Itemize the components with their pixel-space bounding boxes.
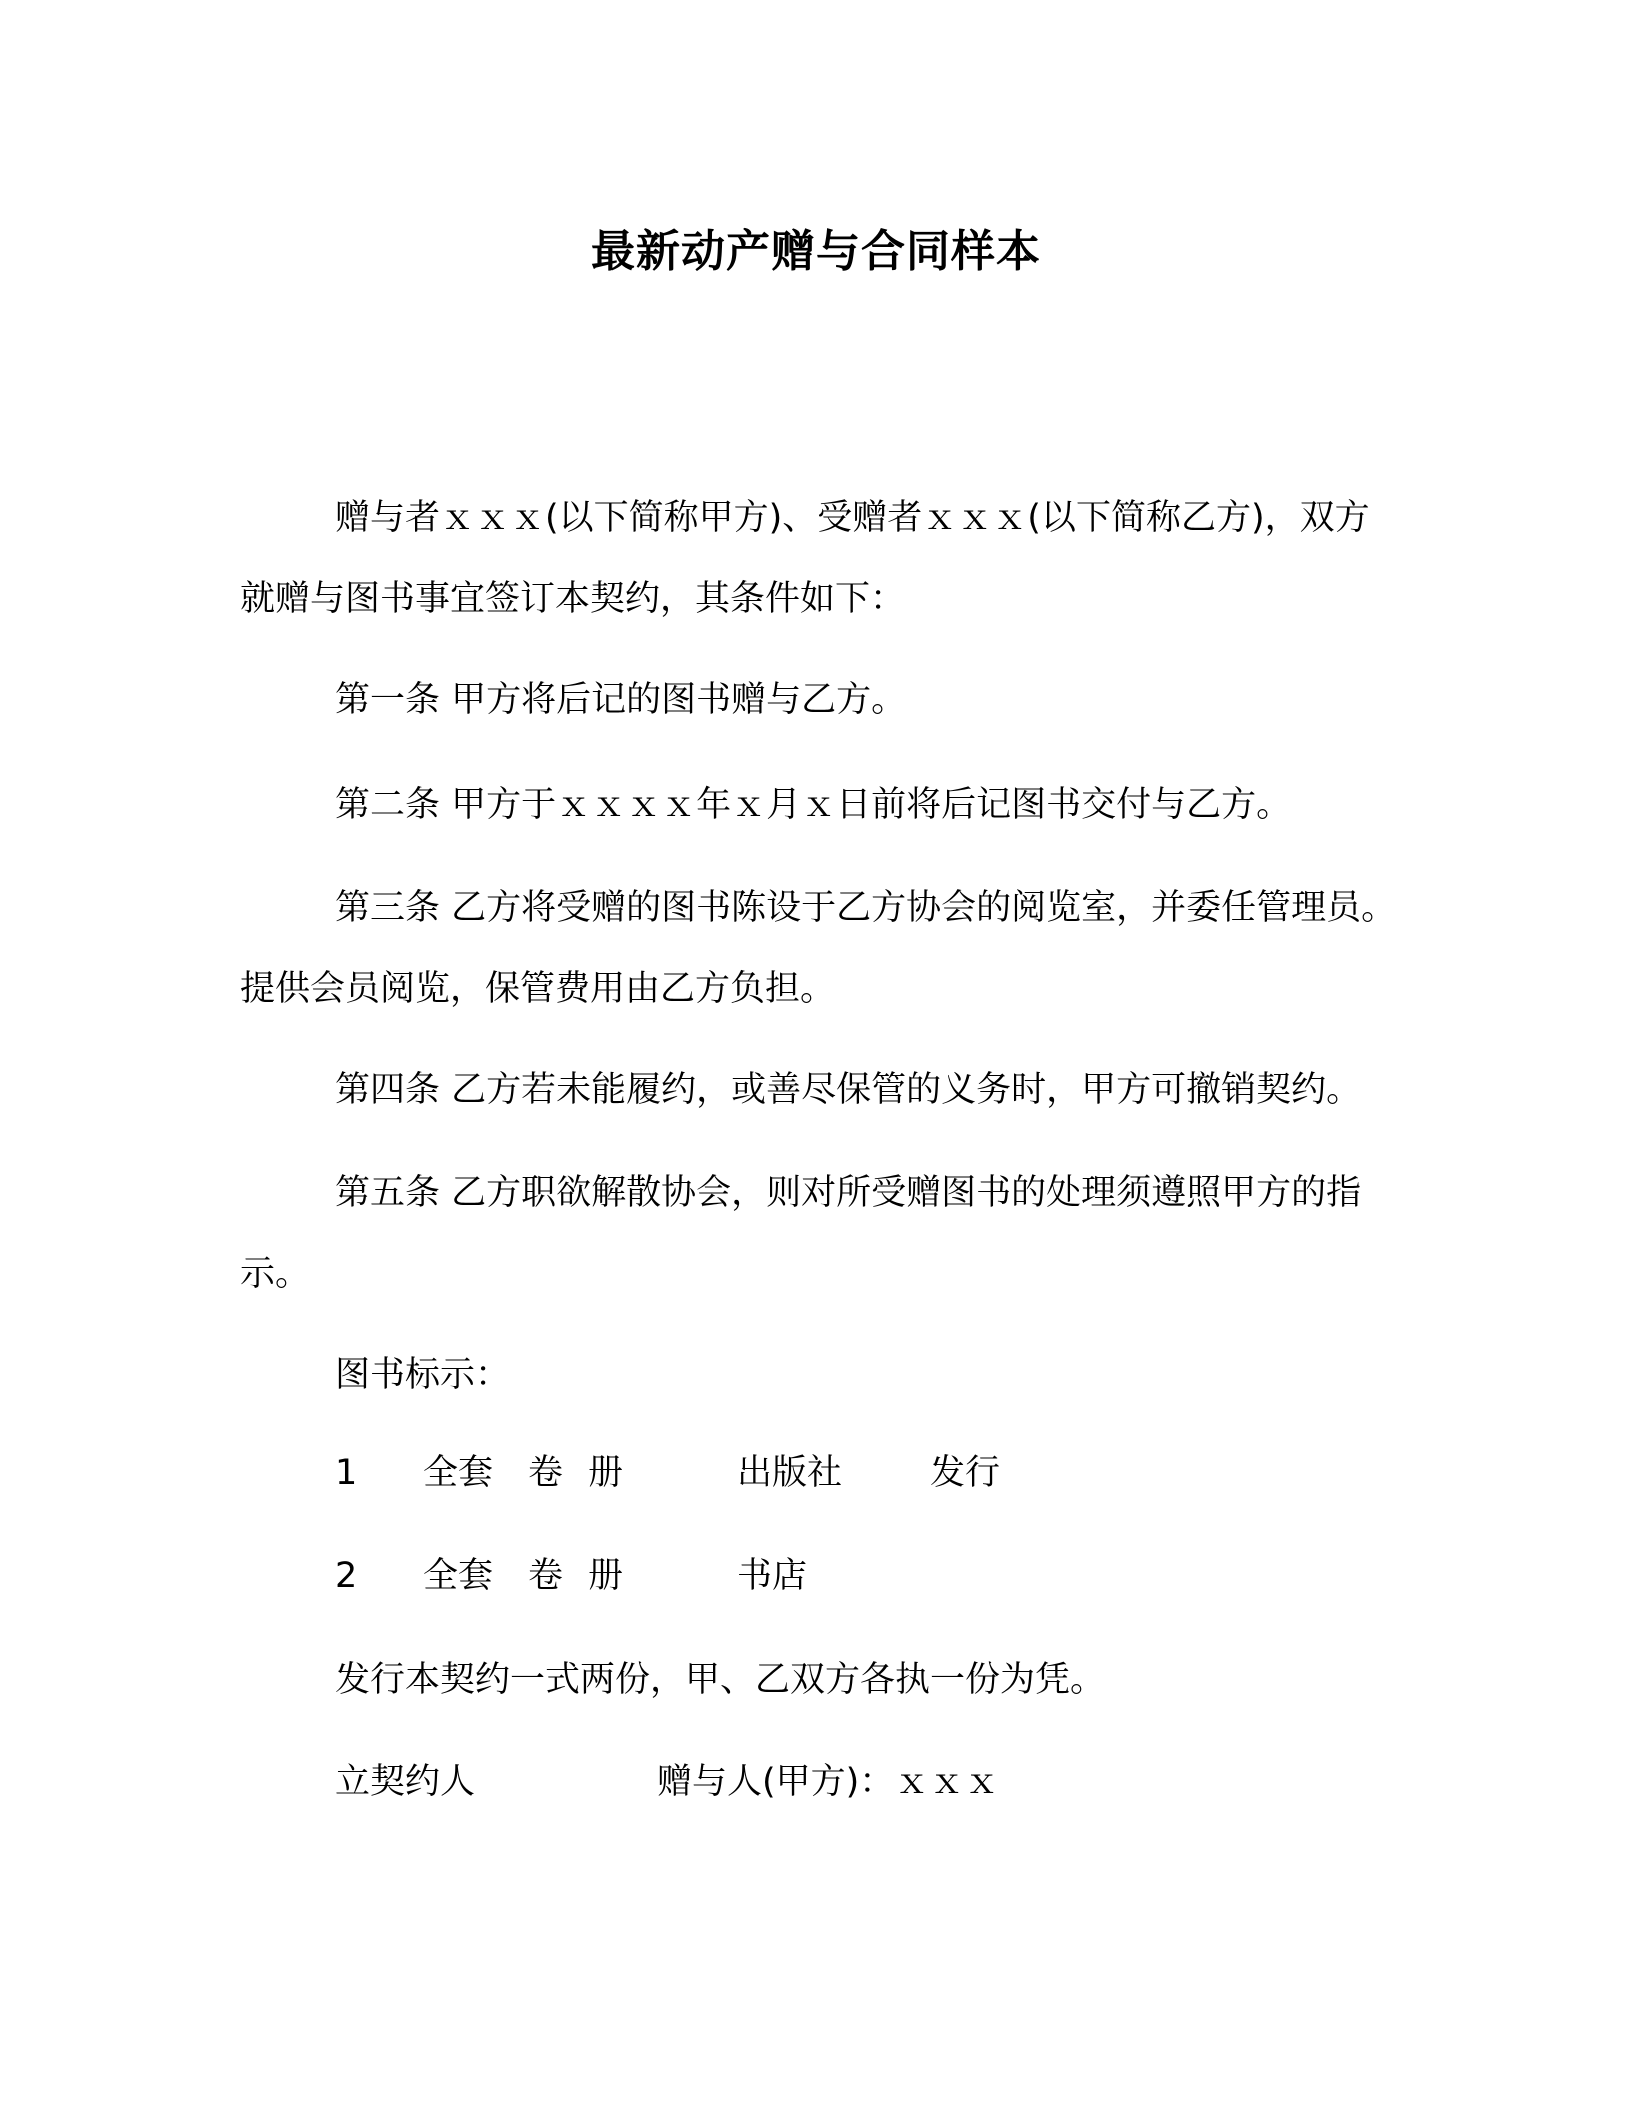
book-number: 2 bbox=[335, 1556, 358, 1596]
paragraph-article-2: 第二条 甲方于ｘｘｘｘ年ｘ月ｘ日前将后记图书交付与乙方。 bbox=[335, 785, 1292, 825]
document-title: 最新动产赠与合同样本 bbox=[591, 226, 1041, 277]
book-set: 全套 bbox=[423, 1556, 494, 1596]
book-number: 1 bbox=[335, 1453, 358, 1493]
book-count: 册 bbox=[588, 1453, 624, 1493]
paragraph-intro: 赠与者ｘｘｘ(以下简称甲方)、受赠者ｘｘｘ(以下简称乙方)，双方就赠与图书事宜签订本契约，其条件如下： bbox=[240, 498, 1370, 619]
paragraph-article-1: 第一条 甲方将后记的图书赠与乙方。 bbox=[335, 680, 907, 720]
book-count: 册 bbox=[588, 1556, 624, 1596]
paragraph-books-heading: 图书标示： bbox=[335, 1355, 511, 1395]
book-type: 发行 bbox=[930, 1453, 1001, 1493]
signature-label: 立契约人 bbox=[335, 1762, 476, 1802]
paragraph-closing: 发行本契约一式两份，甲、乙双方各执一份为凭。 bbox=[335, 1660, 1106, 1700]
paragraph-article-3: 第三条 乙方将受赠的图书陈设于乙方协会的阅览室，并委任管理员。提供会员阅览，保管费用由乙方负担。 bbox=[240, 888, 1397, 1009]
book-volume: 卷 bbox=[528, 1453, 564, 1493]
signature-donor: 赠与人(甲方)：ｘｘｘ bbox=[657, 1762, 1000, 1802]
paragraph-article-4: 第四条 乙方若未能履约，或善尽保管的义务时，甲方可撤销契约。 bbox=[335, 1070, 1362, 1110]
book-source: 书店 bbox=[737, 1556, 808, 1596]
book-set: 全套 bbox=[423, 1453, 494, 1493]
book-volume: 卷 bbox=[528, 1556, 564, 1596]
paragraph-article-5: 第五条 乙方职欲解散协会，则对所受赠图书的处理须遵照甲方的指示。 bbox=[240, 1173, 1362, 1294]
book-source: 出版社 bbox=[737, 1453, 843, 1493]
